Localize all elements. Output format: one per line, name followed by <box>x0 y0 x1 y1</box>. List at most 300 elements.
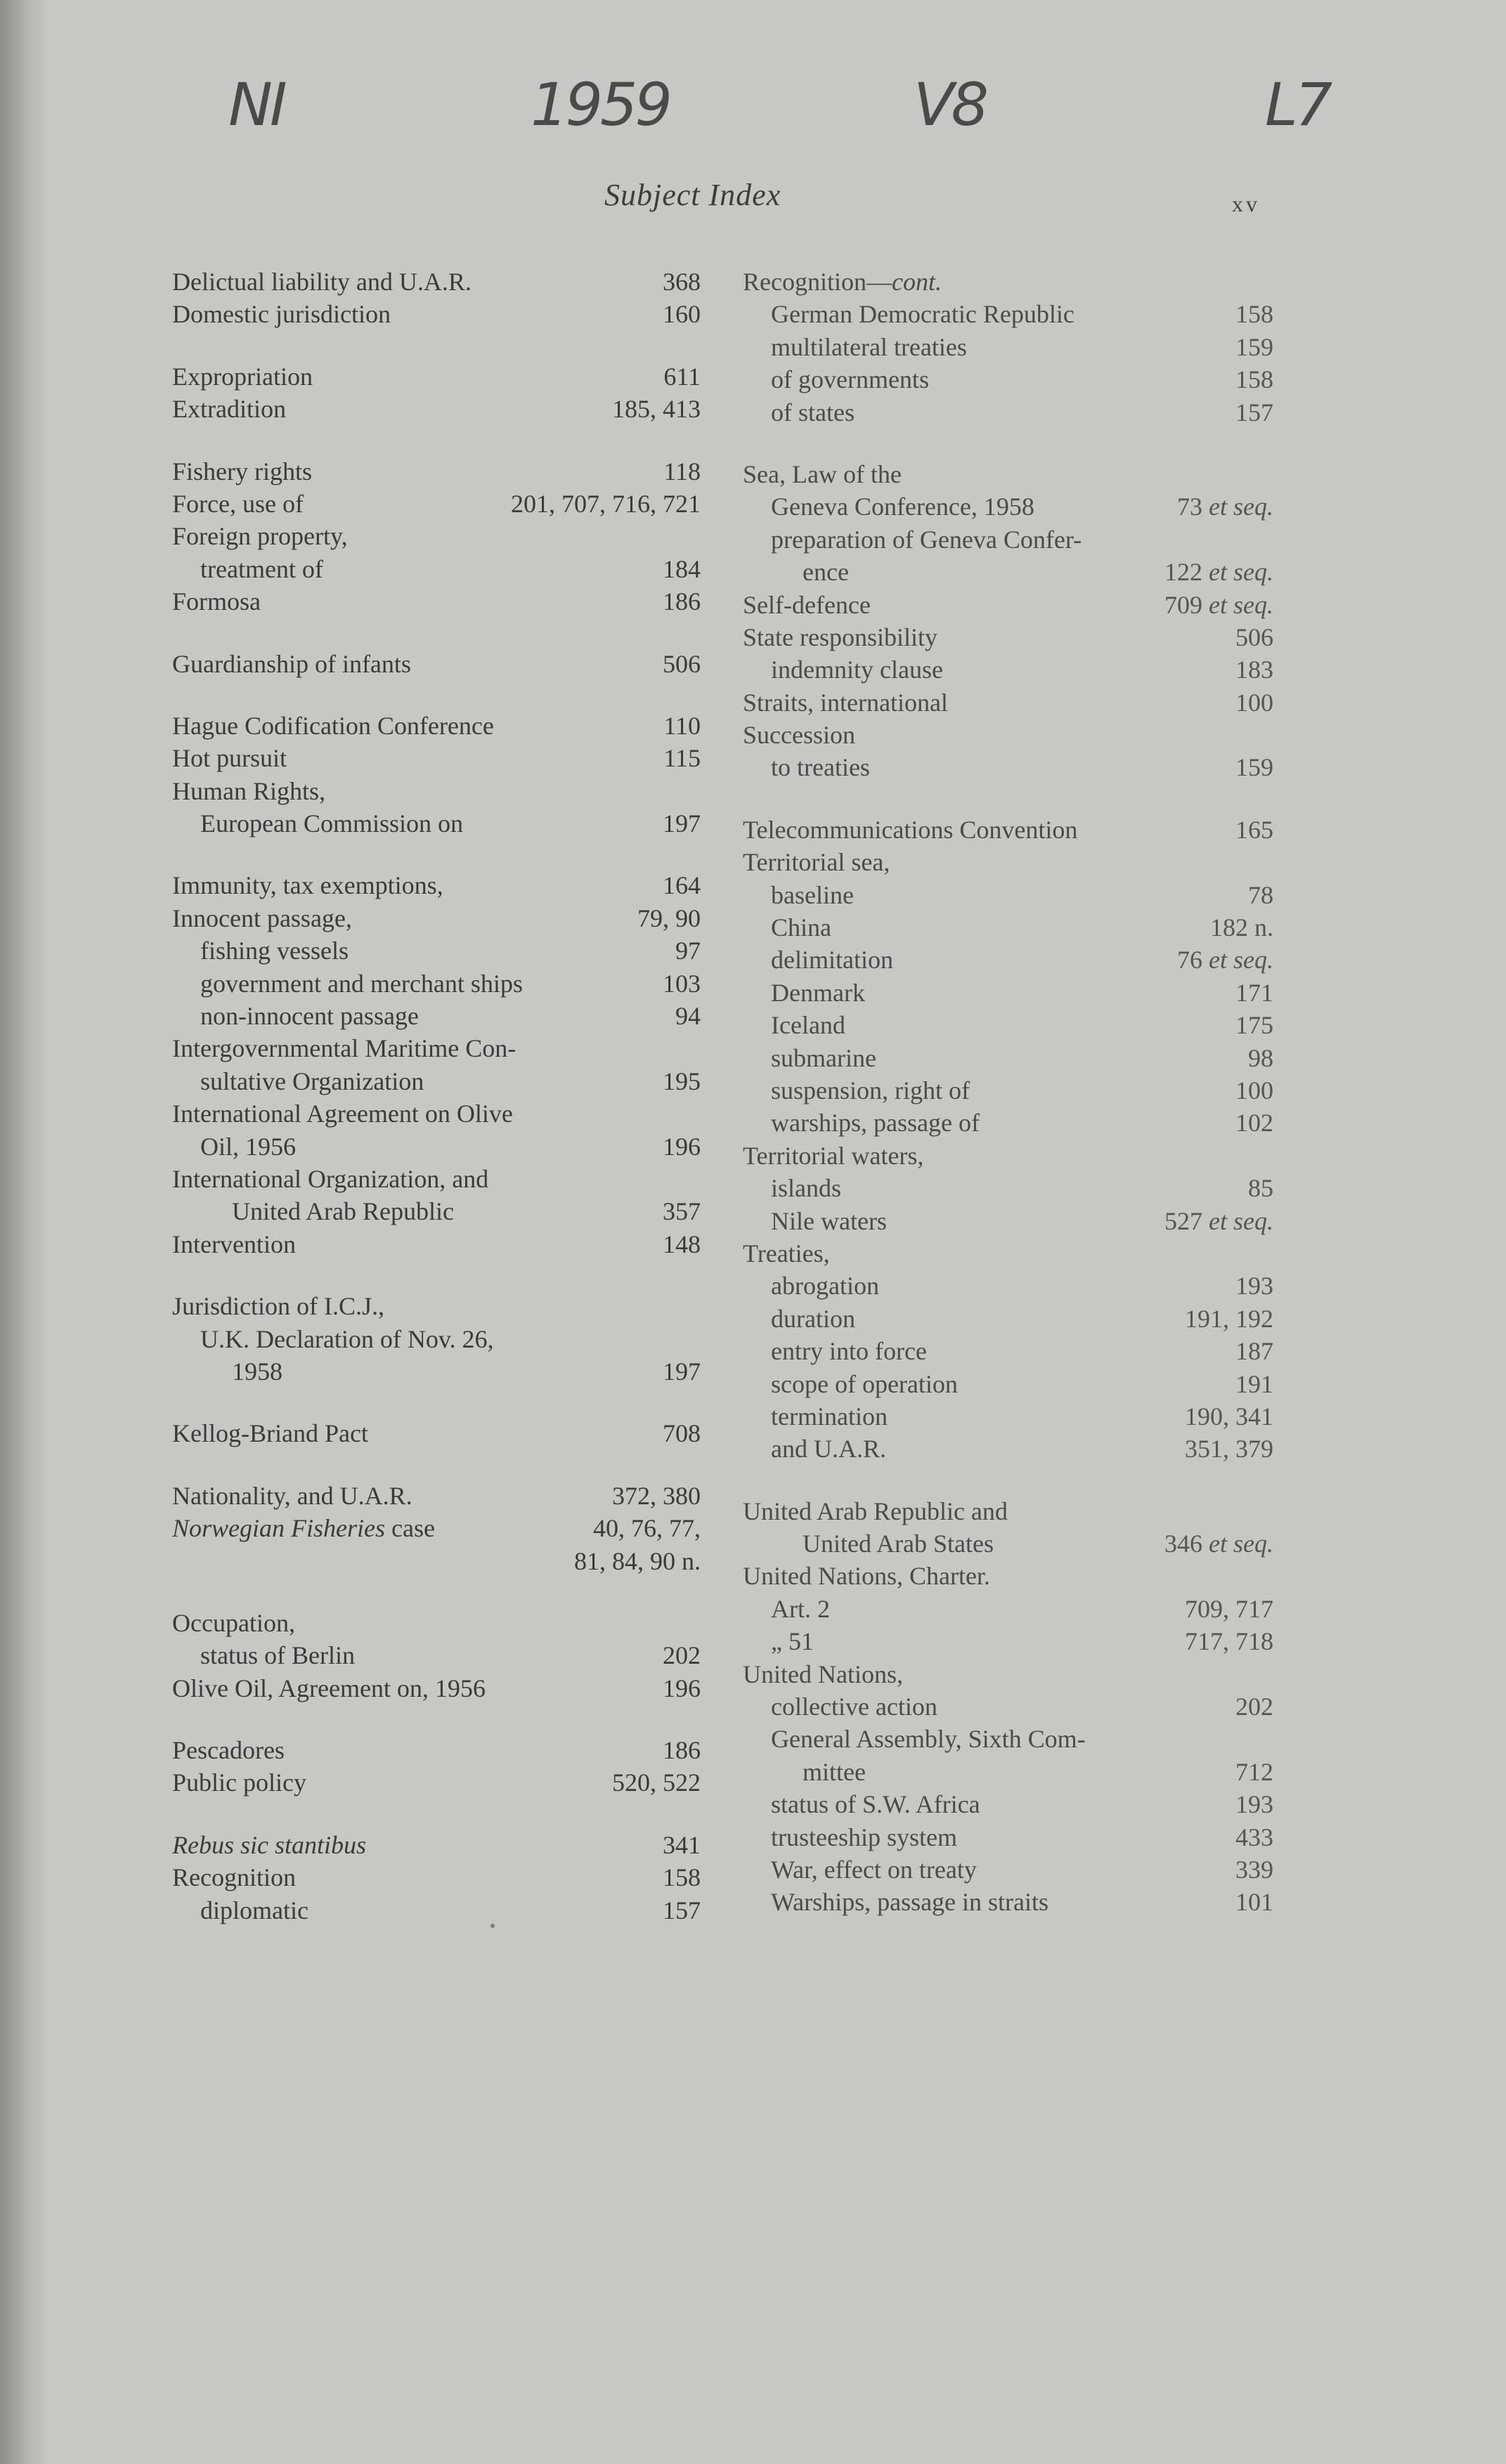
index-term <box>743 363 1227 396</box>
index-pages <box>1227 814 1273 846</box>
index-term-text: Intergovernmental Maritime Con- <box>172 1034 517 1063</box>
index-term <box>743 1756 1227 1788</box>
index-pages-text: 351, 379 <box>1185 1435 1273 1464</box>
index-entry <box>743 1205 1273 1237</box>
index-pages-text: 357 <box>663 1197 701 1226</box>
index-pages-text: 712 <box>1235 1757 1273 1786</box>
index-entry <box>743 879 1273 911</box>
index-entry <box>743 653 1273 686</box>
index-term <box>743 523 1265 556</box>
index-entry <box>743 977 1273 1009</box>
index-pages <box>654 1861 701 1893</box>
index-term <box>172 869 654 901</box>
index-pages <box>654 807 701 840</box>
index-term-text: Succession <box>743 721 855 750</box>
index-entry <box>172 1639 701 1671</box>
index-term-text: Delictual liability and U.A.R. <box>172 268 472 296</box>
index-pages <box>654 967 701 1000</box>
index-term <box>743 1886 1227 1918</box>
index-term-text: Guardianship of infants <box>172 649 411 678</box>
index-term-text: Nile waters <box>771 1206 887 1235</box>
index-pages <box>1227 1756 1273 1788</box>
index-entry <box>743 1400 1273 1433</box>
index-term-text: fishing vessels <box>200 937 349 965</box>
index-pages <box>1227 686 1273 719</box>
index-term-text: Immunity, tax exemptions, <box>172 871 443 900</box>
index-term <box>172 1639 654 1671</box>
index-term <box>172 1065 654 1097</box>
handwriting-mark: 1959 <box>531 70 670 139</box>
index-term-text: United Arab Republic <box>232 1197 454 1226</box>
index-pages-text: 158 <box>663 1863 701 1892</box>
index-entry <box>172 393 701 425</box>
index-pages-text: 197 <box>663 1357 701 1386</box>
index-term-text: Warships, passage in straits <box>771 1888 1049 1917</box>
index-pages-text: 73 <box>1177 493 1203 521</box>
index-term <box>172 1163 692 1195</box>
index-pages <box>654 266 701 298</box>
index-pages <box>1227 1074 1273 1107</box>
index-term <box>172 488 502 520</box>
index-term <box>172 553 654 585</box>
index-entry <box>743 621 1273 653</box>
index-term-text: entry into force <box>771 1337 927 1366</box>
index-entry <box>172 298 701 330</box>
index-entry <box>172 455 701 488</box>
index-term-text: Public policy <box>172 1768 306 1797</box>
index-term-italic: Norwegian Fisheries <box>172 1514 385 1543</box>
index-entry <box>743 589 1273 621</box>
index-pages-text: 187 <box>1235 1337 1273 1366</box>
index-term <box>743 490 1169 523</box>
index-entry <box>172 1545 701 1577</box>
index-pages <box>604 1766 701 1799</box>
index-entry <box>743 1368 1273 1400</box>
index-term <box>743 458 1265 490</box>
index-term <box>743 1788 1227 1820</box>
index-term <box>743 1140 1265 1172</box>
index-pages-text: 190, 341 <box>1185 1402 1273 1430</box>
index-term-text: Formosa <box>172 587 261 616</box>
index-term-text: indemnity clause <box>771 656 943 684</box>
index-pages <box>1227 396 1273 429</box>
index-entry <box>743 1107 1273 1139</box>
index-pages <box>655 710 701 742</box>
index-pages <box>1227 1335 1273 1367</box>
index-entry <box>172 1829 701 1861</box>
index-entry <box>743 1853 1273 1886</box>
index-pages <box>1169 490 1273 523</box>
index-pages <box>1227 977 1273 1009</box>
index-term-text: Straits, international <box>743 688 948 717</box>
handwriting-mark: NI <box>228 70 285 139</box>
index-term <box>743 977 1227 1009</box>
index-pages-text: 193 <box>1235 1790 1273 1819</box>
index-entry <box>743 1303 1273 1335</box>
index-term-text: mittee <box>803 1757 866 1786</box>
index-pages-text: 186 <box>663 1736 701 1765</box>
index-entry <box>172 1000 701 1032</box>
index-pages-text: 122 <box>1164 558 1203 587</box>
index-term-text: „ 51 <box>771 1627 814 1656</box>
index-term <box>743 1237 1265 1270</box>
index-pages <box>654 648 701 680</box>
index-pages-text: 115 <box>663 744 701 773</box>
index-pages <box>1227 653 1273 686</box>
index-term <box>172 967 654 1000</box>
handwriting-mark: V8 <box>914 70 986 139</box>
index-term <box>172 710 655 742</box>
index-term-text: sultative Organization <box>200 1067 424 1095</box>
index-term <box>743 1723 1265 1755</box>
index-term <box>172 1480 604 1512</box>
index-pages-text: 159 <box>1235 753 1273 782</box>
index-entry <box>172 648 701 680</box>
index-pages <box>1227 298 1273 330</box>
index-pages <box>1227 331 1273 363</box>
index-entry <box>172 585 701 618</box>
index-entry <box>743 1821 1273 1853</box>
index-pages <box>1227 1270 1273 1302</box>
index-pages <box>1227 621 1273 653</box>
index-pages-text: 368 <box>663 268 701 296</box>
index-entry <box>172 775 701 807</box>
index-term-text: termination <box>771 1402 888 1430</box>
index-pages <box>604 1480 701 1512</box>
index-term-text: United Arab Republic and <box>743 1497 1008 1525</box>
handwriting-mark: L7 <box>1265 70 1330 139</box>
index-entry <box>172 1355 701 1388</box>
index-entry <box>743 1788 1273 1820</box>
index-pages-text: 186 <box>663 587 701 616</box>
index-pages <box>654 585 701 618</box>
index-term <box>743 846 1265 878</box>
index-entry <box>743 1074 1273 1107</box>
index-term-text: Occupation, <box>172 1608 295 1637</box>
index-pages-text: 195 <box>663 1067 701 1095</box>
index-term-text: preparation of Geneva Confer- <box>771 525 1082 554</box>
index-term-text: International Organization, and <box>172 1164 489 1193</box>
index-term-text: non-innocent passage <box>200 1002 419 1031</box>
index-pages-text: 94 <box>675 1002 701 1031</box>
page-binding-shadow <box>0 0 49 2464</box>
index-term-text: case <box>385 1514 435 1543</box>
index-term <box>743 1495 1265 1527</box>
index-term-text: International Agreement on Olive <box>172 1100 513 1128</box>
index-pages-text: 433 <box>1235 1823 1273 1851</box>
index-pages <box>1156 1527 1273 1560</box>
index-pages <box>1227 1886 1273 1918</box>
index-term <box>743 556 1156 588</box>
index-term <box>743 1853 1227 1886</box>
index-term <box>743 1368 1227 1400</box>
index-entry <box>743 1335 1273 1367</box>
index-term-text: European Commission on <box>200 809 463 838</box>
index-term-text: Hague Codification Conference <box>172 711 494 740</box>
index-term-text: Extradition <box>172 395 286 424</box>
index-pages <box>629 902 701 934</box>
index-entry <box>743 1042 1273 1074</box>
index-term <box>172 298 654 330</box>
index-entry <box>743 814 1273 846</box>
index-term <box>743 621 1227 653</box>
index-entry <box>743 1270 1273 1302</box>
index-term-text: islands <box>771 1174 842 1203</box>
index-pages <box>566 1545 701 1577</box>
index-pages-text: 611 <box>663 362 701 391</box>
index-pages <box>654 1734 701 1766</box>
index-pages-italic: et seq. <box>1202 558 1273 587</box>
index-pages <box>1156 556 1273 588</box>
index-term-text: diplomatic <box>200 1896 309 1924</box>
index-term-text: 1958 <box>232 1357 283 1386</box>
index-pages-italic: et seq. <box>1202 1206 1273 1235</box>
index-term <box>743 1821 1227 1853</box>
index-pages-text: 164 <box>663 871 701 900</box>
index-entry <box>172 869 701 901</box>
index-term-text: Art. 2 <box>771 1594 830 1623</box>
index-entry <box>743 1690 1273 1723</box>
index-pages <box>1227 1368 1273 1400</box>
index-pages-text: 527 <box>1164 1206 1203 1235</box>
index-term <box>743 653 1227 686</box>
index-term-text: Recognition <box>172 1863 296 1892</box>
index-entry <box>743 298 1273 330</box>
index-term <box>743 1042 1240 1074</box>
index-term-italic: cont. <box>891 268 942 296</box>
index-pages-text: 520, 522 <box>612 1768 701 1797</box>
index-term-text: Oil, 1956 <box>200 1132 297 1161</box>
index-entry <box>172 488 701 520</box>
index-term-text: suspension, right of <box>771 1076 970 1104</box>
index-pages <box>654 1355 701 1388</box>
index-pages <box>667 1000 701 1032</box>
index-pages <box>604 393 701 425</box>
index-pages-text: 346 <box>1164 1530 1203 1558</box>
index-pages <box>1227 751 1273 783</box>
index-entry <box>172 807 701 840</box>
index-term-text: Hot pursuit <box>172 744 287 773</box>
index-entry <box>172 1417 701 1449</box>
index-entry <box>743 1625 1273 1657</box>
index-pages <box>1227 1788 1273 1820</box>
index-entry <box>172 1861 701 1893</box>
index-term-text: State responsibility <box>743 622 937 651</box>
index-term <box>743 1107 1227 1139</box>
index-term-text: trusteeship system <box>771 1823 957 1851</box>
index-term-text: Recognition— <box>743 268 892 296</box>
index-term-text: submarine <box>771 1043 876 1072</box>
index-entry <box>743 331 1273 363</box>
index-entry <box>743 266 1273 298</box>
index-entry <box>172 1607 701 1639</box>
index-pages <box>1156 589 1273 621</box>
index-term <box>743 1335 1227 1367</box>
index-pages-text: 158 <box>1235 300 1273 329</box>
index-term <box>743 266 1265 298</box>
index-term-text: status of Berlin <box>200 1641 355 1670</box>
index-term-text: Denmark <box>771 978 865 1007</box>
index-entry <box>172 1130 701 1163</box>
index-pages-text: 506 <box>663 649 701 678</box>
page-number: xv <box>1232 191 1260 216</box>
index-term <box>743 879 1240 911</box>
index-entry <box>743 719 1273 751</box>
index-pages-text: 100 <box>1235 688 1273 717</box>
index-entry <box>743 944 1273 976</box>
index-entry <box>172 1323 701 1355</box>
index-term-text: status of S.W. Africa <box>771 1790 980 1819</box>
index-term <box>172 902 629 934</box>
index-entry <box>172 902 701 934</box>
index-pages-text: 191 <box>1235 1369 1273 1398</box>
page-title: Subject Index <box>604 178 781 212</box>
index-entry <box>172 710 701 742</box>
index-term <box>172 1417 654 1449</box>
index-term-text: German Democratic Republic <box>771 300 1075 329</box>
index-term <box>172 1861 654 1893</box>
index-entry <box>172 1163 701 1195</box>
index-term-text: collective action <box>771 1693 937 1721</box>
index-term <box>743 1303 1176 1335</box>
index-term-text: Olive Oil, Agreement on, 1956 <box>172 1674 486 1702</box>
index-term-text: of states <box>771 398 855 426</box>
index-term <box>172 1130 654 1163</box>
index-pages-text: 160 <box>663 300 701 329</box>
index-entry <box>743 1593 1273 1625</box>
index-pages <box>655 742 701 774</box>
index-entry <box>743 490 1273 523</box>
index-pages <box>654 1894 701 1927</box>
index-entry <box>172 1290 701 1322</box>
index-entry <box>743 363 1273 396</box>
index-pages <box>1156 1205 1273 1237</box>
index-pages-text: 157 <box>663 1896 701 1924</box>
index-entry <box>172 553 701 585</box>
index-entry <box>172 1032 701 1064</box>
index-pages-text: 159 <box>1235 332 1273 361</box>
index-term <box>743 1593 1176 1625</box>
index-pages <box>654 1195 701 1227</box>
index-pages <box>502 488 701 520</box>
index-pages <box>1227 1107 1273 1139</box>
index-term-text: treatment of <box>200 554 323 583</box>
index-term <box>743 1009 1227 1041</box>
index-pages-text: 709, 717 <box>1185 1594 1273 1623</box>
index-term-text: to treaties <box>771 753 870 782</box>
index-pages-text: 40, 76, 77, <box>593 1514 701 1543</box>
index-pages-text: 110 <box>663 711 701 740</box>
index-term <box>743 1433 1176 1465</box>
index-term <box>743 751 1227 783</box>
index-entry <box>743 1009 1273 1041</box>
index-term <box>172 1195 654 1227</box>
index-pages <box>654 553 701 585</box>
index-term <box>172 1829 654 1861</box>
index-term-text: warships, passage of <box>771 1109 980 1138</box>
index-term-text: Expropriation <box>172 362 313 391</box>
index-term-text: Human Rights, <box>172 776 326 805</box>
index-pages-text: 76 <box>1177 946 1203 974</box>
index-term-text: government and merchant ships <box>200 969 523 998</box>
index-term-text: General Assembly, Sixth Com- <box>771 1725 1086 1754</box>
index-term <box>172 934 667 967</box>
index-term-italic: Rebus sic stantibus <box>172 1830 366 1859</box>
index-term <box>743 1527 1156 1560</box>
index-pages-italic: et seq. <box>1202 590 1273 619</box>
index-term <box>172 585 654 618</box>
index-term <box>743 298 1227 330</box>
index-term-text: delimitation <box>771 946 893 974</box>
page-header <box>0 177 1506 219</box>
index-entry <box>172 360 701 393</box>
index-term <box>743 331 1227 363</box>
index-pages-text: 185, 413 <box>612 395 701 424</box>
index-term <box>743 1270 1227 1302</box>
index-pages-text: 148 <box>663 1230 701 1258</box>
index-pages-text: 78 <box>1248 880 1273 909</box>
index-pages-text: 341 <box>663 1830 701 1859</box>
index-entry <box>743 1756 1273 1788</box>
index-term-text: Territorial sea, <box>743 848 890 877</box>
index-term-text: Pescadores <box>172 1736 285 1765</box>
index-pages-italic: et seq. <box>1202 493 1273 521</box>
index-entry <box>172 934 701 967</box>
index-term <box>172 1607 692 1639</box>
index-pages-italic: et seq. <box>1202 946 1273 974</box>
index-term <box>172 1228 654 1260</box>
index-term <box>743 814 1227 846</box>
index-term <box>743 1074 1227 1107</box>
index-column-left <box>172 266 701 1927</box>
index-term-text: duration <box>771 1304 855 1333</box>
index-pages-text: 201, 707, 716, 721 <box>511 489 701 518</box>
index-term <box>743 1625 1176 1657</box>
index-pages-text: 81, 84, 90 n. <box>574 1546 701 1575</box>
index-term <box>172 455 655 488</box>
index-entry <box>172 1734 701 1766</box>
index-pages <box>654 1672 701 1704</box>
index-pages <box>654 298 701 330</box>
index-pages <box>654 1417 701 1449</box>
index-entry <box>743 1560 1273 1592</box>
index-term <box>172 393 604 425</box>
index-entry <box>172 742 701 774</box>
index-entry <box>172 1065 701 1097</box>
index-entry <box>743 1658 1273 1690</box>
index-pages <box>655 360 701 393</box>
index-pages <box>654 1829 701 1861</box>
index-term-text: abrogation <box>771 1272 879 1301</box>
index-term <box>172 266 654 298</box>
index-pages <box>654 1639 701 1671</box>
index-term <box>743 396 1227 429</box>
index-term-text: Territorial waters, <box>743 1141 924 1170</box>
index-pages <box>1176 1593 1273 1625</box>
index-term-text: Fishery rights <box>172 457 313 485</box>
index-entry <box>743 846 1273 878</box>
index-term-text: United Nations, <box>743 1660 903 1688</box>
index-pages-text: 202 <box>1235 1693 1273 1721</box>
index-term <box>743 589 1156 621</box>
index-entry <box>743 751 1273 783</box>
index-term-text: Iceland <box>771 1011 845 1040</box>
index-entry <box>172 1097 701 1130</box>
index-entry <box>743 911 1273 944</box>
index-entry <box>172 1894 701 1927</box>
index-pages <box>1202 911 1273 944</box>
index-entry <box>743 1433 1273 1465</box>
